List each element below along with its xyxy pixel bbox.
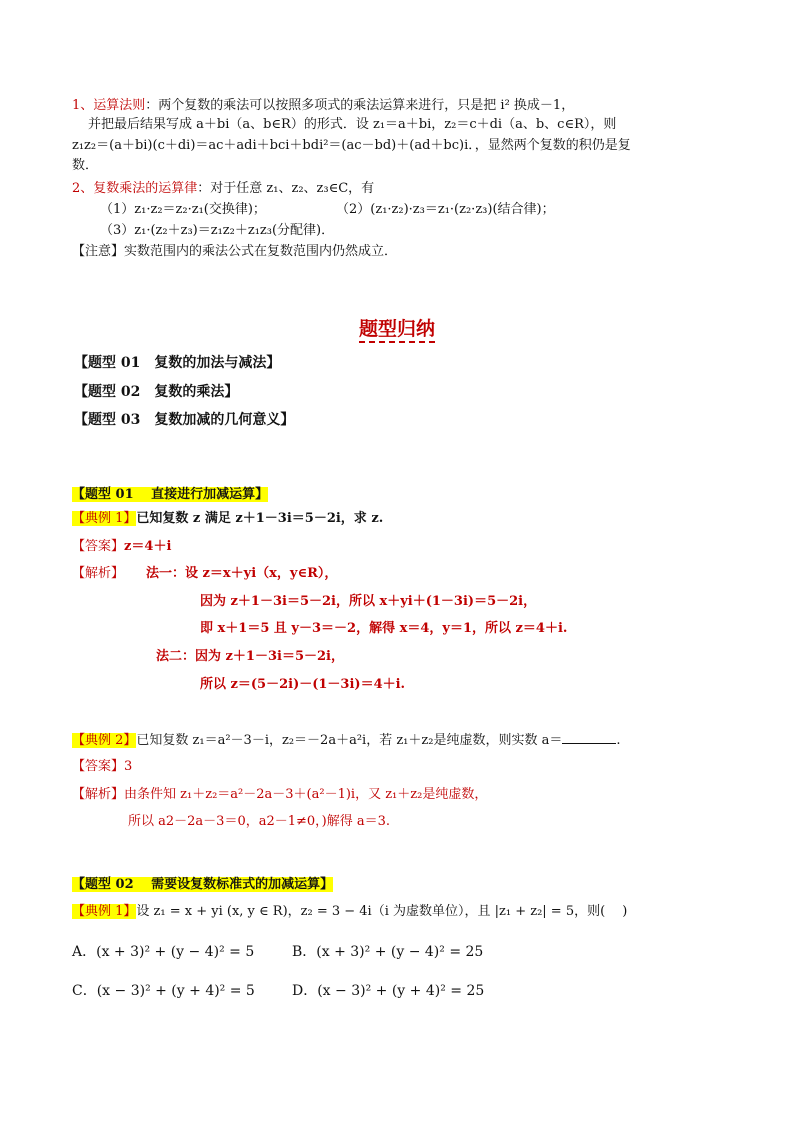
explanation-tag: 【解析】: [72, 787, 125, 802]
example-3-question: [72, 903, 627, 921]
rule-2-text: ：对于任意 z₁、z₂、z₃∈C，有: [197, 181, 375, 196]
example-1-text: 已知复数 z 满足 z＋1－3i＝5－2i，求 z.: [136, 511, 384, 526]
rule-1-line-4: 数．: [72, 158, 99, 173]
rule-2-number: 2、: [72, 181, 94, 196]
answer-value: 3: [124, 759, 133, 774]
rule-2-line: [72, 180, 374, 198]
law-commutative: （1）z₁·z₂＝z₂·z₁(交换律)；: [100, 202, 266, 217]
answer-value: z＝4＋i: [124, 539, 172, 554]
toc-item-2: 【题型 02 复数的乘法】: [74, 384, 239, 400]
rule-1-title: 运算法则: [93, 98, 146, 113]
answer-tag: 【答案】: [72, 539, 125, 554]
explanation-tag: 【解析】: [72, 566, 125, 581]
option-a: A．(x + 3)² + (y − 4)² = 5: [72, 944, 255, 960]
example-2-question: 【典例 2】已知复数 z₁＝a²－3－i，z₂＝－2a＋a²i，若 z₁＋z₂是纯虚数，则实数 a＝ .: [72, 733, 621, 748]
rule-1-number: 1、: [72, 98, 94, 113]
explanation-line-1: 法一：设 z＝x＋yi（x，y∈R），: [146, 566, 338, 581]
option-b: B．(x + 3)² + (y − 4)² = 25: [292, 944, 484, 960]
toc-item-3: 【题型 03 复数加减的几何意义】: [74, 412, 295, 428]
rule-1-line-2: 并把最后结果写成 a＋bi（a、b∈R）的形式．设 z₁＝a＋bi，z₂＝c＋di（a、b、c∈R），则: [88, 117, 617, 132]
example-3-text: 设 z₁ = x + yi (x, y ∈ R)，z₂ = 3 − 4i（i 为虚数单位），且 |z₁ + z₂| = 5，则( ): [136, 904, 628, 919]
answer-tag: 【答案】: [72, 759, 125, 774]
rule-1-text: ：两个复数的乘法可以按照多项式的乘法运算来进行，只是把 i² 换成－1，: [145, 98, 575, 113]
note-line: 【注意】实数范围内的乘法公式在复数范围内仍然成立．: [72, 244, 398, 259]
toc-item-1: 【题型 01 复数的加法与减法】: [74, 355, 281, 371]
example-2-tag: 【典例 2】: [72, 733, 137, 748]
example-2-answer: [72, 758, 132, 776]
rule-2-title: 复数乘法的运算律: [93, 181, 198, 196]
explanation-line-3: 即 x＋1＝5 且 y－3＝－2，解得 x＝4，y＝1，所以 z＝4＋i.: [200, 621, 568, 636]
answer-blank: [562, 731, 616, 744]
option-c: C．(x − 3)² + (y + 4)² = 5: [72, 983, 255, 999]
example-3-tag: 【典例 1】: [72, 904, 137, 919]
law-associative: （2）(z₁·z₂)·z₃＝z₁·(z₂·z₃)(结合律)；: [336, 202, 555, 217]
example-2-explanation-2: 所以 a2－2a－3＝0，a2－1≠0，)解得 a＝3.: [128, 814, 391, 829]
example-1-tag: 【典例 1】: [72, 511, 137, 526]
explanation-line-5: 所以 z＝(5－2i)－(1－3i)＝4＋i.: [200, 677, 406, 692]
example-2-text: 已知复数 z₁＝a²－3－i，z₂＝－2a＋a²i，若 z₁＋z₂是纯虚数，则实数 a＝: [136, 733, 563, 748]
explanation-line-4: 法二：因为 z＋1－3i＝5－2i，: [156, 649, 344, 664]
rule-1-line-1: [72, 97, 574, 115]
example-1-explanation-1: [72, 565, 337, 583]
example-1-answer: [72, 538, 171, 556]
section-1-title: 【题型 01 直接进行加减运算】: [72, 487, 269, 502]
section-heading: 题型归纳: [0, 314, 794, 341]
explanation-line-2: 因为 z＋1－3i＝5－2i，所以 x＋yi＋(1－3i)＝5－2i，: [200, 594, 537, 609]
law-distributive: （3）z₁·(z₂＋z₃)＝z₁z₂＋z₁z₃(分配律)．: [100, 223, 335, 238]
rule-1-line-3: z₁z₂＝(a＋bi)(c＋di)＝ac＋adi＋bci＋bdi²＝(ac－bd)＋(ad＋bc)i．，显然两个复数的积仍是复: [72, 138, 631, 153]
section-2-title: 【题型 02 需要设复数标准式的加减运算】: [72, 877, 334, 892]
example-2-explanation-1: 【解析】由条件知 z₁＋z₂＝a²－2a－3＋(a²－1)i，又 z₁＋z₂是纯虚数，: [72, 787, 488, 802]
example-1-question: [72, 510, 383, 528]
option-d: D．(x − 3)² + (y + 4)² = 25: [292, 983, 485, 999]
